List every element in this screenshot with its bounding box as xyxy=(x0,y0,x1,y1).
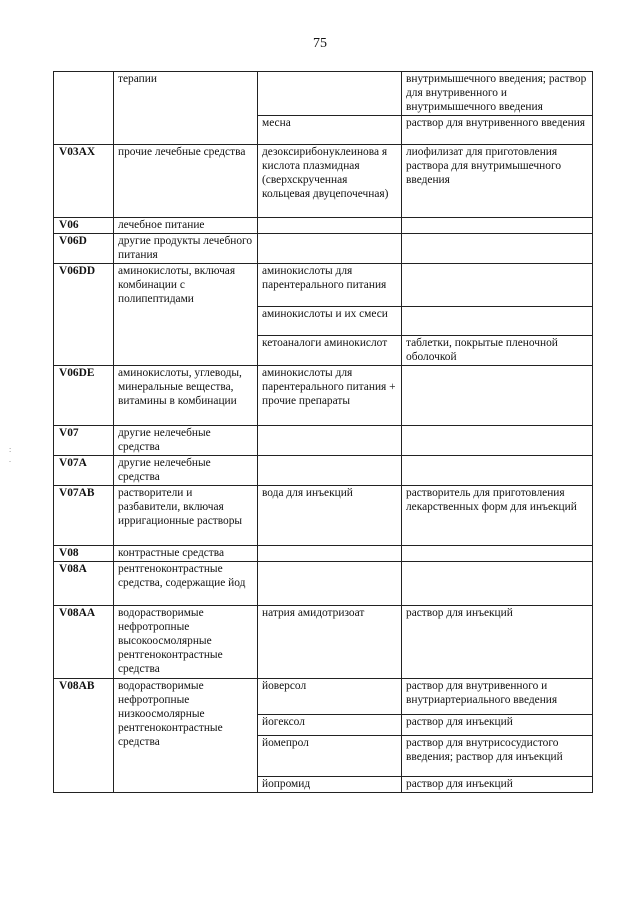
group-cell: контрастные средства xyxy=(114,546,258,562)
table-row xyxy=(54,426,593,456)
group-cell: рентгеноконтрастные средства, содержащие йод xyxy=(114,562,258,606)
substance-cell: йомепрол xyxy=(258,736,402,777)
atc-code-cell: V08AB xyxy=(54,679,114,793)
group-cell: другие продукты лечебного питания xyxy=(114,234,258,264)
atc-code-cell: V07AB xyxy=(54,486,114,546)
substance-cell: вода для инъекций xyxy=(258,486,402,546)
atc-code-cell: V03AX xyxy=(54,145,114,218)
dosage-form-cell xyxy=(402,218,593,234)
group-cell: другие нелечебные средства xyxy=(114,426,258,456)
table-row xyxy=(54,264,593,307)
table-row xyxy=(54,679,593,715)
substance-cell: аминокислоты для парентерального питания + прочие препараты xyxy=(258,366,402,426)
substance-cell: йопромид xyxy=(258,777,402,793)
substance-cell: дезоксирибонуклеинова я кислота плазмидная (сверхскрученная кольцевая двуцепочечная) xyxy=(258,145,402,218)
atc-code-cell: V06D xyxy=(54,234,114,264)
dosage-form-cell: растворитель для приготовления лекарственных форм для инъекций xyxy=(402,486,593,546)
table-row xyxy=(54,606,593,679)
atc-code-cell: V07A xyxy=(54,456,114,486)
substance-cell: кетоаналоги аминокислот xyxy=(258,336,402,366)
dosage-form-cell: раствор для инъекций xyxy=(402,777,593,793)
dosage-form-cell: раствор для внутривенного введения xyxy=(402,116,593,145)
substance-cell: натрия амидотризоат xyxy=(258,606,402,679)
dosage-form-cell xyxy=(402,307,593,336)
group-cell: аминокислоты, углеводы, минеральные вещества, витамины в комбинации xyxy=(114,366,258,426)
atc-code-cell: V08AA xyxy=(54,606,114,679)
substance-cell: аминокислоты для парентерального питания xyxy=(258,264,402,307)
dosage-form-cell: внутримышечного введения; раствор для внутривенного и внутримышечного введения xyxy=(402,72,593,116)
substance-cell: йоверсол xyxy=(258,679,402,715)
atc-code-cell: V08A xyxy=(54,562,114,606)
atc-code-cell: V07 xyxy=(54,426,114,456)
dosage-form-cell: раствор для внутривенного и внутриартериального введения xyxy=(402,679,593,715)
table-row xyxy=(54,366,593,426)
substance-cell xyxy=(258,562,402,606)
drug-classification-table xyxy=(53,71,593,793)
group-cell: аминокислоты, включая комбинации с полипептидами xyxy=(114,264,258,366)
group-cell: терапии xyxy=(114,72,258,145)
table-body xyxy=(54,72,593,793)
group-cell: водорастворимые нефротропные низкоосмолярные рентгеноконтрастные средства xyxy=(114,679,258,793)
substance-cell xyxy=(258,218,402,234)
table-row xyxy=(54,234,593,264)
substance-cell xyxy=(258,456,402,486)
table-row xyxy=(54,72,593,116)
dosage-form-cell: таблетки, покрытые пленочной оболочкой xyxy=(402,336,593,366)
table-row xyxy=(54,486,593,546)
dosage-form-cell: лиофилизат для приготовления раствора для внутримышечного введения xyxy=(402,145,593,218)
group-cell: растворители и разбавители, включая ирригационные растворы xyxy=(114,486,258,546)
atc-code-cell: V06DD xyxy=(54,264,114,366)
table-row xyxy=(54,562,593,606)
dosage-form-cell xyxy=(402,456,593,486)
dosage-form-cell xyxy=(402,426,593,456)
substance-cell: аминокислоты и их смеси xyxy=(258,307,402,336)
atc-code-cell: V06 xyxy=(54,218,114,234)
dosage-form-cell xyxy=(402,234,593,264)
table-row xyxy=(54,456,593,486)
dosage-form-cell xyxy=(402,264,593,307)
dosage-form-cell xyxy=(402,562,593,606)
table-row xyxy=(54,145,593,218)
dosage-form-cell: раствор для инъекций xyxy=(402,606,593,679)
table-row xyxy=(54,218,593,234)
substance-cell: месна xyxy=(258,116,402,145)
dosage-form-cell: раствор для внутрисосудистого введения; раствор для инъекций xyxy=(402,736,593,777)
group-cell: водорастворимые нефротропные высокоосмолярные рентгеноконтрастные средства xyxy=(114,606,258,679)
atc-code-cell: V08 xyxy=(54,546,114,562)
group-cell: прочие лечебные средства xyxy=(114,145,258,218)
substance-cell xyxy=(258,72,402,116)
atc-code-cell xyxy=(54,72,114,145)
table-row xyxy=(54,546,593,562)
dosage-form-cell: раствор для инъекций xyxy=(402,715,593,736)
substance-cell: йогексол xyxy=(258,715,402,736)
margin-marks: : . xyxy=(9,445,12,464)
dosage-form-cell xyxy=(402,366,593,426)
atc-code-cell: V06DE xyxy=(54,366,114,426)
group-cell: лечебное питание xyxy=(114,218,258,234)
substance-cell xyxy=(258,234,402,264)
page-number: 75 xyxy=(313,36,327,51)
group-cell: другие нелечебные средства xyxy=(114,456,258,486)
dosage-form-cell xyxy=(402,546,593,562)
substance-cell xyxy=(258,426,402,456)
substance-cell xyxy=(258,546,402,562)
